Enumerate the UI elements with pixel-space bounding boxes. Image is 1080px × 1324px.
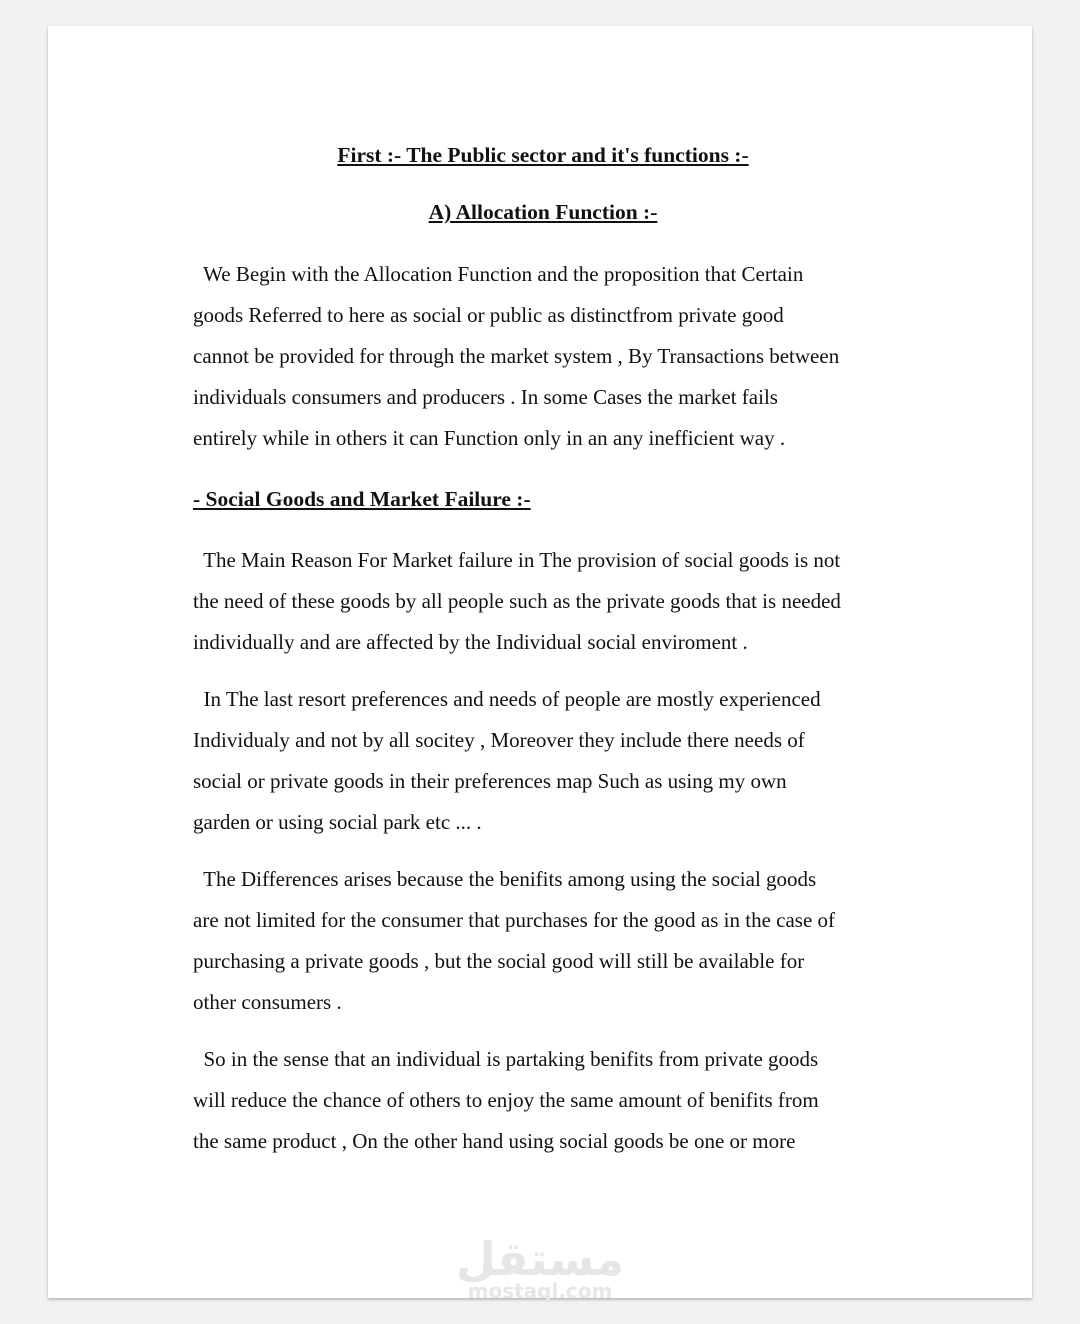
section-title-allocation-function: A) Allocation Function :- [428, 200, 658, 224]
text-line: garden or using social park etc ... . [193, 810, 482, 834]
text-line: In The last resort preferences and needs of people are mostly experienced [193, 687, 821, 711]
text-line: the need of these goods by all people such as the private goods that is needed [193, 589, 841, 613]
watermark-logo: مستقل [455, 1232, 625, 1286]
paragraph-allocation-intro [193, 254, 893, 459]
text-line: cannot be provided for through the market system , By Transactions between [193, 344, 840, 368]
text-line: individuals consumers and producers . In some Cases the market fails [193, 385, 778, 409]
text-line: social or private goods in their preferences map Such as using my own [193, 769, 787, 793]
section-heading-social-goods: - Social Goods and Market Failure :- [193, 487, 531, 511]
paragraph-preferences [193, 679, 893, 843]
text-line: individually and are affected by the Individual social enviroment . [193, 630, 748, 654]
text-line: So in the sense that an individual is partaking benifits from private goods [193, 1047, 819, 1071]
text-line: entirely while in others it can Function only in an any inefficient way . [193, 426, 786, 450]
document-page [48, 26, 1032, 1303]
text-line: We Begin with the Allocation Function and the proposition that Certain [193, 262, 804, 286]
paragraph-benefits [193, 1039, 893, 1162]
text-line: the same product , On the other hand using social goods be one or more [193, 1129, 796, 1153]
paragraph-market-failure-reason [193, 540, 893, 663]
document-content [193, 140, 893, 1178]
watermark [48, 1232, 1032, 1303]
page-title: First :- The Public sector and it's functions :- [337, 143, 749, 167]
text-line: will reduce the chance of others to enjoy the same amount of benifits from [193, 1088, 819, 1112]
text-line: The Differences arises because the benifits among using the social goods [193, 867, 817, 891]
text-line: are not limited for the consumer that purchases for the good as in the case of [193, 908, 836, 932]
watermark-site: mostaql.com [467, 1279, 613, 1303]
text-line: other consumers . [193, 990, 342, 1014]
text-line: The Main Reason For Market failure in The provision of social goods is not [193, 548, 841, 572]
text-line: purchasing a private goods , but the social good will still be available for [193, 949, 805, 973]
text-line: goods Referred to here as social or public as distinctfrom private good [193, 303, 784, 327]
text-line: Individualy and not by all socitey , Moreover they include there needs of [193, 728, 805, 752]
paragraph-differences [193, 859, 893, 1023]
